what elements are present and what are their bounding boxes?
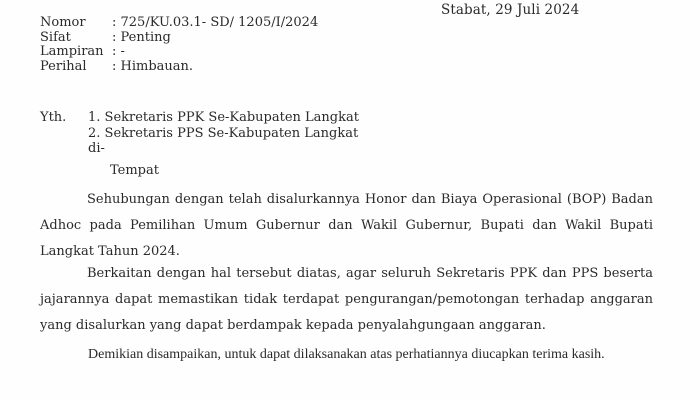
paragraph-1 [40, 187, 653, 265]
meta-row-lampiran [40, 45, 318, 60]
meta-value: : - [112, 44, 125, 59]
paragraph-text: Demikian disampaikan, untuk dapat dilaksanakan atas perhatiannya diucapkan terima kasih. [88, 347, 605, 362]
meta-label: Sifat [40, 29, 71, 45]
salutation-spacer [40, 141, 88, 157]
paragraph-text: Berkaitan dengan hal tersebut diatas, agar seluruh Sekretaris PPK dan PPS beserta jajarannya dapat memastikan tidak terdapat pengurangan/pemotongan terhadap anggaran yang disalurkan yang dapat berdampak kepada penyalahgungaan anggaran. [40, 266, 653, 333]
recipient-row-tempat [40, 157, 359, 179]
place-date: Stabat, 29 Juli 2024 [441, 2, 580, 18]
meta-row-nomor [40, 16, 318, 31]
meta-value: : Himbauan. [112, 58, 194, 74]
paragraph-3 [40, 346, 630, 363]
recipient-row-1 [40, 110, 359, 126]
meta-label: Perihal [40, 58, 87, 74]
salutation-spacer [40, 126, 88, 142]
salutation-spacer [40, 157, 88, 179]
meta-row-perihal [40, 60, 318, 75]
salutation: Yth. [40, 110, 67, 125]
letter-meta [40, 16, 318, 74]
meta-value: : Penting [112, 29, 171, 45]
recipient-tempat: Tempat [110, 162, 159, 178]
recipient-row-2 [40, 126, 359, 142]
meta-label: Nomor [40, 15, 86, 30]
meta-value: : 725/KU.03.1- SD/ 1205/I/2024 [112, 15, 319, 30]
meta-label: Lampiran [40, 44, 104, 59]
recipients-block [40, 110, 359, 178]
recipient-di: di- [88, 141, 105, 156]
paragraph-2 [40, 261, 653, 339]
paragraph-text: Sehubungan dengan telah disalurkannya Honor dan Biaya Operasional (BOP) Badan Adhoc pada Pemilihan Umum Gubernur dan Wakil Gubernur, Bupati dan Wakil Bupati Langkat Tahun 2024. [40, 192, 653, 259]
recipient-row-di [40, 141, 359, 157]
recipient-item: 1. Sekretaris PPK Se-Kabupaten Langkat [88, 110, 359, 125]
recipient-item: 2. Sekretaris PPS Se-Kabupaten Langkat [88, 125, 359, 141]
meta-row-sifat [40, 31, 318, 46]
